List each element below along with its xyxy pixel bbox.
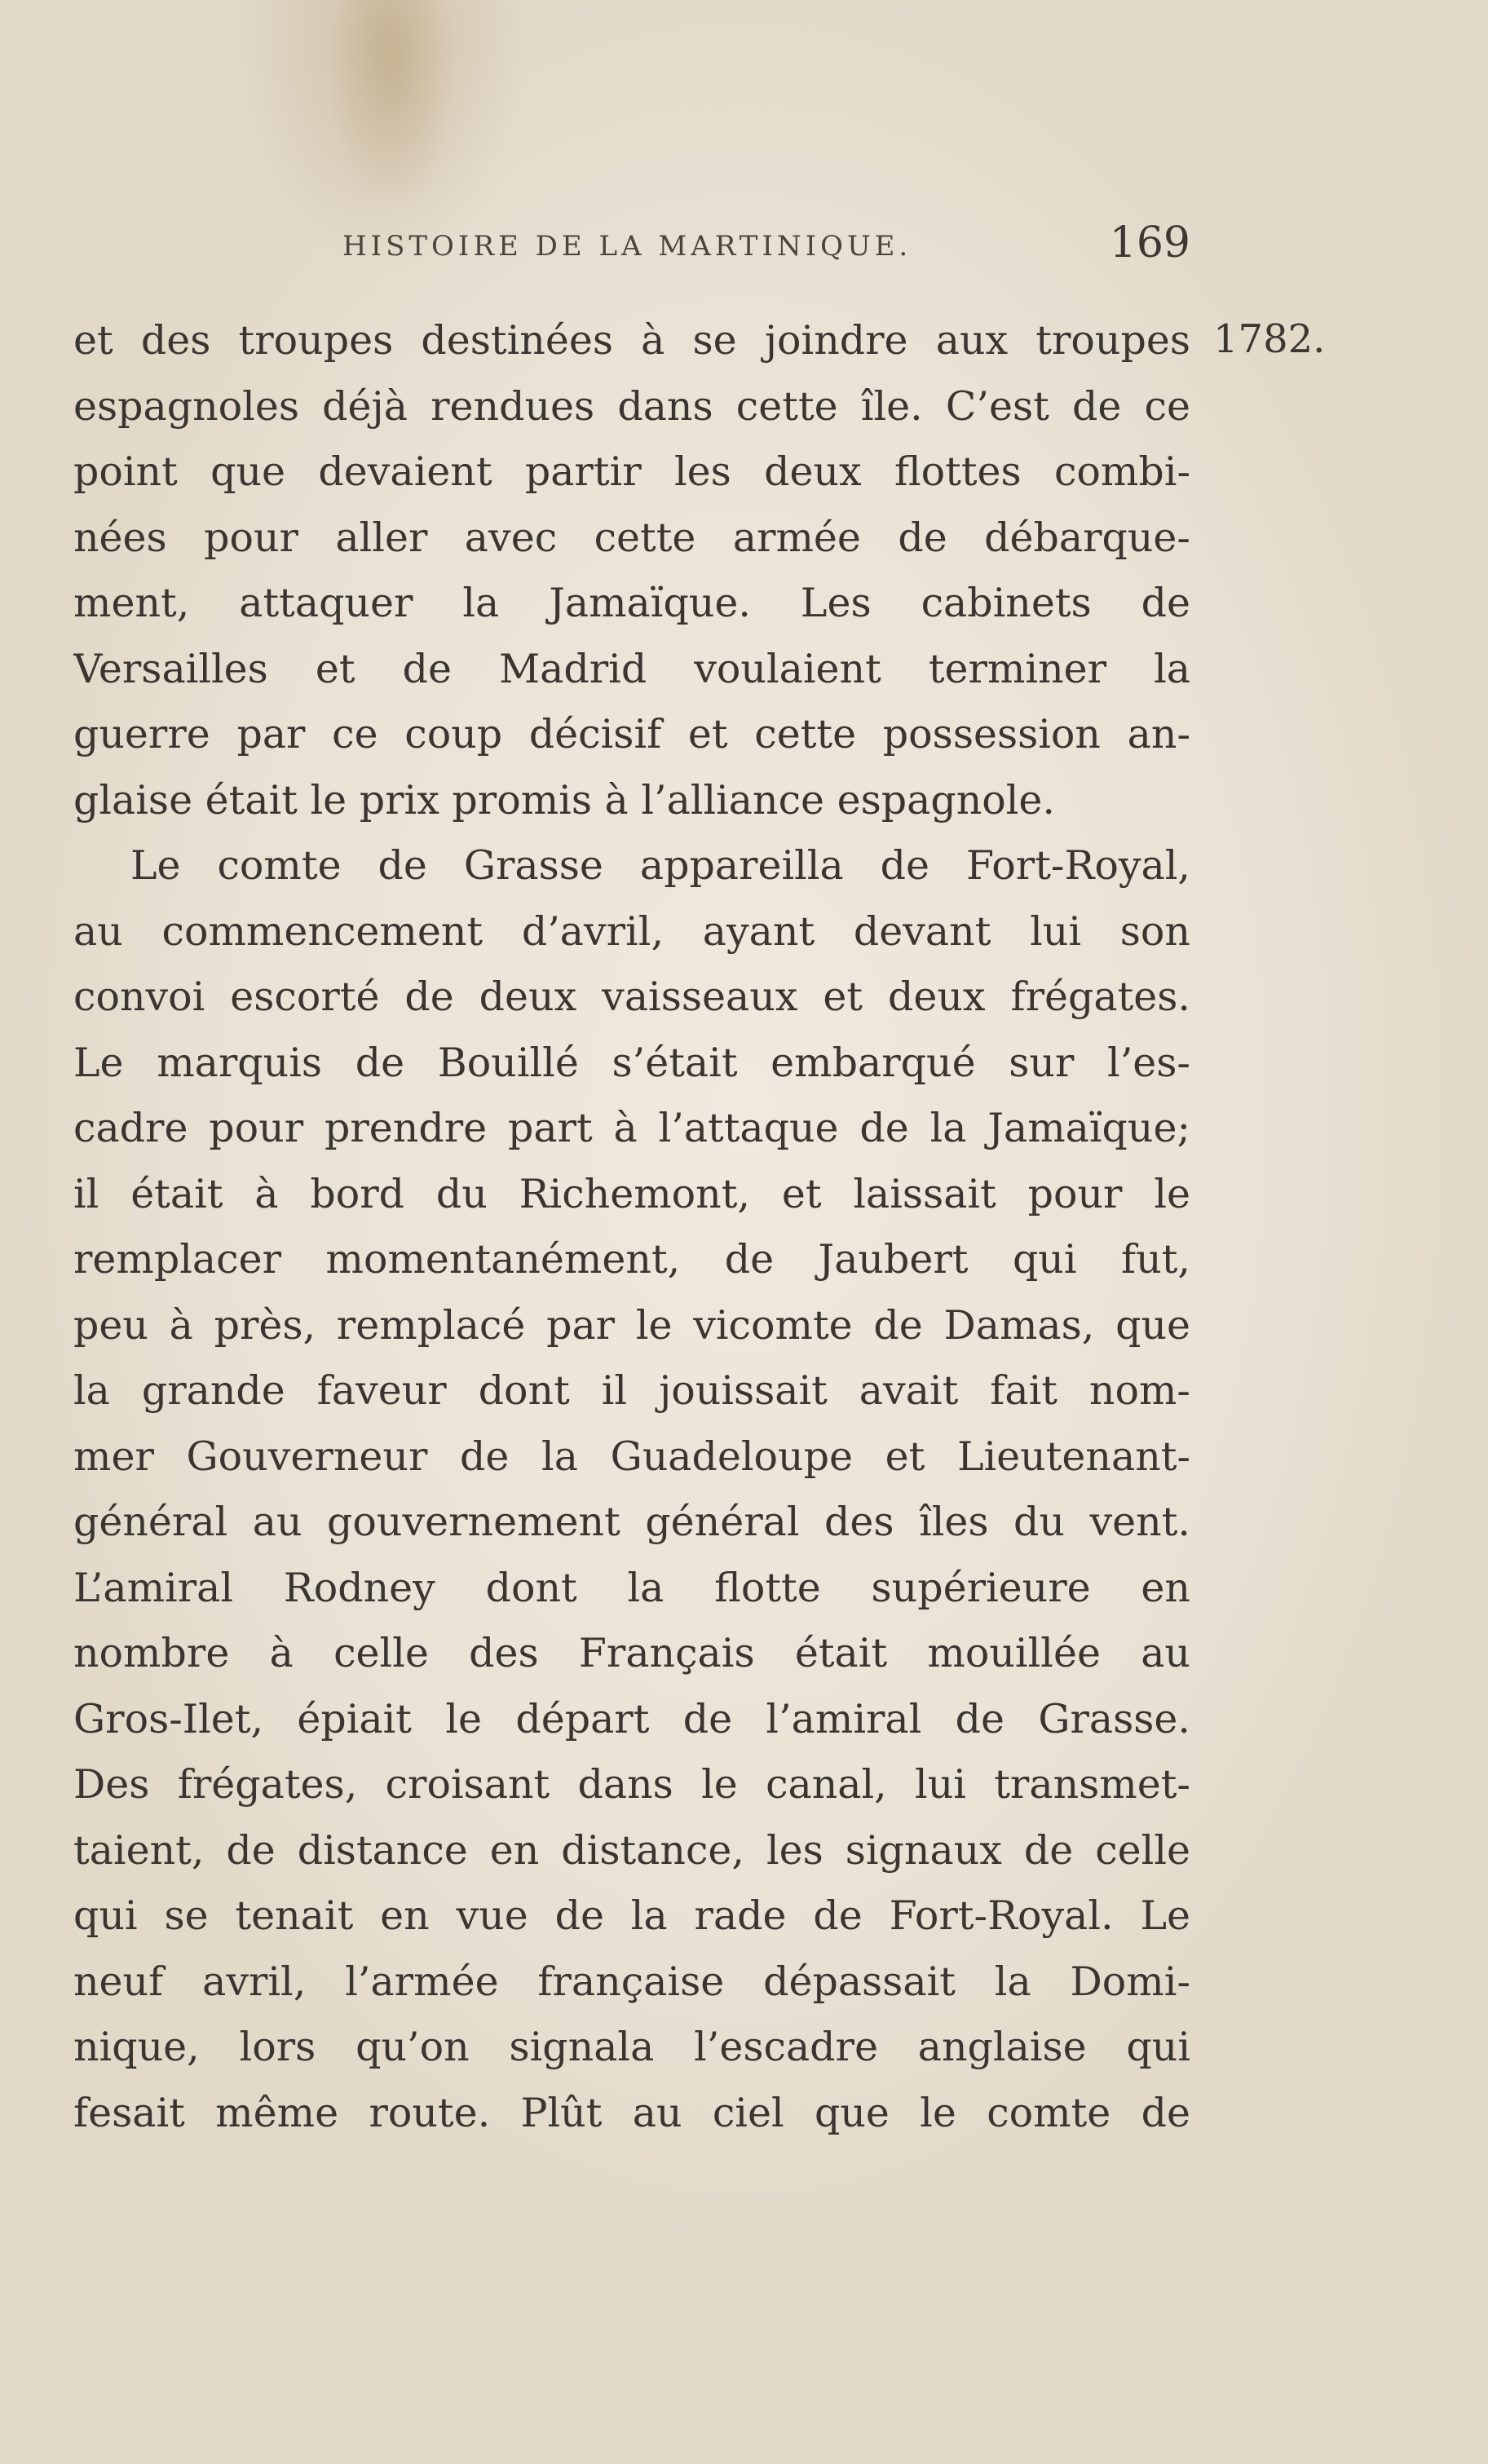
text-line: nique, lors qu’on signala l’escadre anglaise qui: [73, 2024, 1190, 2070]
text-line: guerre par ce coup décisif et cette possession an-: [73, 711, 1190, 757]
text-line: général au gouvernement général des îles du vent.: [73, 1499, 1190, 1545]
text-line: point que devaient partir les deux flottes combi-: [73, 448, 1190, 495]
text-line: qui se tenait en vue de la rade de Fort-Royal. Le: [73, 1892, 1190, 1939]
text-line: L’amiral Rodney dont la flotte supérieure en: [73, 1564, 1190, 1611]
paragraph-start-line: Le comte de Grasse appareilla de Fort-Royal,: [130, 842, 1190, 889]
text-line: il était à bord du Richemont, et laissait pour le: [73, 1170, 1190, 1217]
text-line: Versailles et de Madrid voulaient terminer la: [73, 645, 1190, 692]
margin-year-note: 1782.: [1213, 316, 1326, 362]
text-line: peu à près, remplacé par le vicomte de Damas, que: [73, 1301, 1190, 1349]
text-line: taient, de distance en distance, les signaux de celle: [73, 1826, 1190, 1874]
text-line: neuf avril, l’armée française dépassait la Domi-: [73, 1958, 1190, 2005]
text-line: Le marquis de Bouillé s’était embarqué sur l’es-: [73, 1039, 1190, 1086]
text-line: cadre pour prendre part à l’attaque de la Jamaïque;: [73, 1105, 1190, 1151]
running-title: HISTOIRE DE LA MARTINIQUE.: [342, 230, 912, 263]
text-line: et des troupes destinées à se joindre aux troupes: [73, 317, 1190, 364]
text-line: remplacer momentanément, de Jaubert qui fut,: [73, 1236, 1190, 1283]
text-line: glaise était le prix promis à l’alliance espagnole.: [73, 776, 1055, 824]
body-text: [73, 308, 1190, 2146]
text-line: la grande faveur dont il jouissait avait fait nom-: [73, 1367, 1190, 1414]
text-line: Des frégates, croisant dans le canal, lui transmet-: [73, 1761, 1190, 1808]
page-number: 169: [1109, 219, 1190, 267]
text-line: nées pour aller avec cette armée de débarque-: [73, 514, 1190, 561]
text-line: Gros-Ilet, épiait le départ de l’amiral de Grasse.: [73, 1695, 1190, 1742]
text-line: nombre à celle des Français était mouillée au: [73, 1630, 1190, 1676]
text-line: mer Gouverneur de la Guadeloupe et Lieutenant-: [73, 1433, 1190, 1480]
text-line: ment, attaquer la Jamaïque. Les cabinets de: [73, 580, 1190, 626]
paper-stain: [326, 0, 457, 212]
text-line: convoi escorté de deux vaisseaux et deux frégates.: [73, 974, 1190, 1020]
text-line: au commencement d’avril, ayant devant lui son: [73, 907, 1190, 955]
running-head: [342, 219, 1190, 284]
text-line: fesait même route. Plût au ciel que le comte de: [73, 2089, 1190, 2136]
text-line: espagnoles déjà rendues dans cette île. C’est de ce: [73, 382, 1190, 430]
